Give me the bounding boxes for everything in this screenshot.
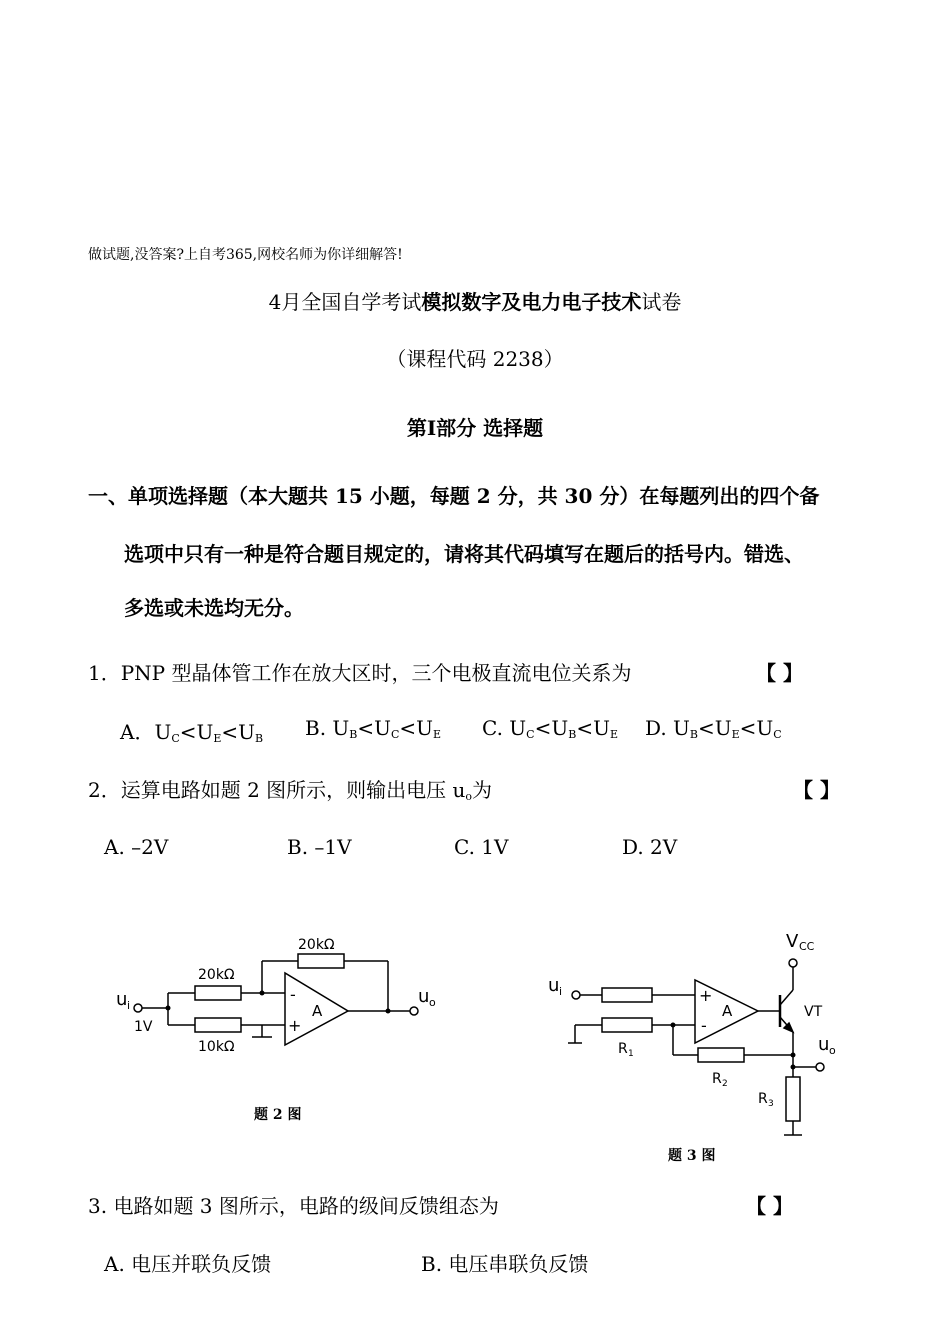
question-1-option-a: A．$U_C<U_E<U_B$ [120,720,264,745]
fig3-label-input-sub: i [559,985,563,998]
question-1-option-c: C. $U_C<U_B<U_E$ [482,716,618,741]
fig3-label-vcc-sub: CC [799,940,815,953]
fig3-label-r2: R [712,1071,722,1087]
title-subject: 模拟数字及电力电子技术 [421,290,642,314]
fig3-label-r2-sub: 2 [722,1079,728,1089]
question-3-option-a: A. 电压并联负反馈 [104,1252,272,1276]
fig3-label-output-sub: o [829,1044,836,1057]
question-2-answer-bracket: 【 】 [793,778,840,802]
header-note: 做试题,没答案?上自考365,网校名师为你详细解答! [88,247,403,263]
section-line-3: 多选或未选均无分。 [124,596,304,620]
figure-3-circuit [540,925,850,1145]
fig2-resistor-top [195,986,241,1000]
fig3-output-terminal [816,1063,824,1071]
part-title: 第I部分 选择题 [406,416,544,440]
fig3-resistor-input [602,988,652,1002]
fig2-label-plus: + [288,1016,302,1035]
question-1-answer-bracket: 【 】 [756,661,803,685]
fig3-resistor-r1 [602,1018,652,1032]
fig3-input-terminal [572,991,580,999]
fig3-resistor-r2 [698,1048,744,1062]
fig2-label-minus: - [290,985,296,1004]
fig3-label-input: u [548,975,560,996]
figure-2-circuit [100,925,450,1055]
fig3-vcc-terminal [789,959,797,967]
fig3-label-minus: - [701,1016,707,1035]
question-3-option-b: B. 电压串联负反馈 [421,1252,589,1276]
fig3-label-r3-sub: 3 [768,1099,774,1109]
exam-title [0,286,950,315]
figure-2-caption: 题 2 图 [254,1107,302,1123]
fig3-label-transistor: VT [804,1004,823,1020]
fig2-label-input: u [116,989,128,1010]
fig3-label-output: u [818,1034,830,1055]
title-prefix: 4月全国自学考试 [268,290,422,314]
title-suffix: 试卷 [641,290,682,314]
fig3-label-r1: R [618,1041,628,1057]
question-1-text: 1．PNP 型晶体管工作在放大区时，三个电极直流电位关系为 [88,661,632,685]
question-2-option-d: D. 2V [622,835,678,859]
fig2-label-top: 20kΩ [198,967,235,983]
fig3-label-amp: A [722,1002,733,1020]
question-3-text: 3. 电路如题 3 图所示，电路的级间反馈组态为 [88,1194,499,1218]
fig2-label-bottom: 10kΩ [198,1039,235,1055]
fig3-resistor-r3 [786,1077,800,1121]
question-2-text: 2．运算电路如题 2 图所示，则输出电压 $u_o$为 [88,778,493,803]
figure-3-caption: 题 3 图 [668,1148,716,1164]
question-2-option-b: B. –1V [287,835,352,859]
fig3-label-vcc: V [786,931,799,952]
section-line-1: 一、单项选择题（本大题共 15 小题，每题 2 分，共 30 分）在每题列出的四个备 [88,484,820,508]
question-1-option-d: D. $U_B<U_E<U_C$ [645,716,782,741]
fig2-label-input-sub: i [127,999,131,1012]
fig2-output-terminal [410,1007,418,1015]
question-3-answer-bracket: 【 】 [746,1194,793,1218]
fig2-resistor-feedback [298,954,344,968]
fig3-label-r1-sub: 1 [628,1049,634,1059]
question-2-option-c: C. 1V [454,835,509,859]
fig2-label-input-value: 1V [134,1019,153,1035]
section-line-2: 选项中只有一种是符合题目规定的，请将其代码填写在题后的括号内。错选、 [124,542,804,566]
question-2-option-a: A. –2V [104,835,169,859]
question-1-option-b: B. $U_B<U_C<U_E$ [305,716,442,741]
fig2-label-feedback: 20kΩ [298,937,335,953]
course-code: （课程代码 2238） [386,347,564,371]
fig3-label-r3: R [758,1091,768,1107]
fig3-label-plus: + [699,986,713,1005]
fig2-label-output: u [418,986,430,1007]
fig2-label-amp: A [312,1002,323,1020]
fig2-label-output-sub: o [429,996,436,1009]
fig2-resistor-bottom [195,1018,241,1032]
fig2-input-terminal [134,1004,142,1012]
